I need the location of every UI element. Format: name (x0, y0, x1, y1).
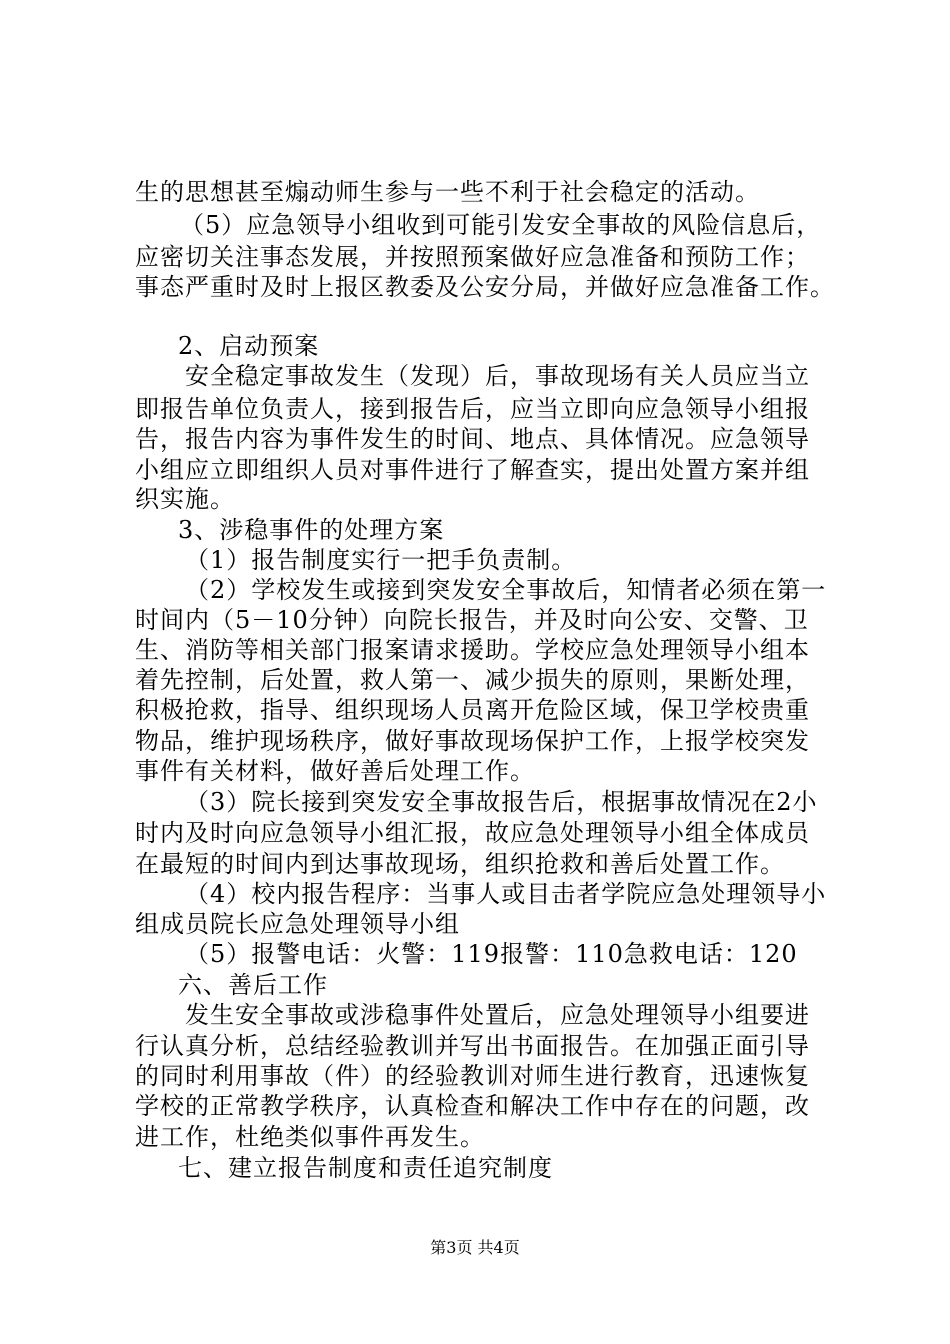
paragraph-line: 组成员院长应急处理领导小组 (135, 910, 460, 938)
paragraph-line: 行认真分析，总结经验教训并写出书面报告。在加强正面引导 (135, 1032, 810, 1060)
paragraph-line: 学校的正常教学秩序，认真检查和解决工作中存在的问题，改 (135, 1092, 810, 1120)
paragraph-line: 应密切关注事态发展，并按照预案做好应急准备和预防工作； (135, 243, 810, 271)
paragraph-line: 事件有关材料，做好善后处理工作。 (135, 757, 535, 785)
paragraph-line: 安全稳定事故发生（发现）后，事故现场有关人员应当立 (185, 362, 810, 390)
paragraph-line: 生的思想甚至煽动师生参与一些不利于社会稳定的活动。 (135, 178, 760, 206)
paragraph-line: 在最短的时间内到达事故现场，组织抢救和善后处置工作。 (135, 850, 785, 878)
paragraph-line: 织实施。 (135, 485, 235, 513)
paragraph-line: 的同时利用事故（件）的经验教训对师生进行教育，迅速恢复 (135, 1062, 810, 1090)
paragraph-line: （1）报告制度实行一把手负责制。 (185, 546, 577, 574)
paragraph-line: 时间内（5－10分钟）向院长报告，并及时向公安、交警、卫 (135, 606, 809, 634)
paragraph-line: 即报告单位负责人，接到报告后，应当立即向应急领导小组报 (135, 395, 810, 423)
page-number-footer: 第3页 共4页 (430, 1238, 520, 1257)
paragraph-line: （2）学校发生或接到突发安全事故后，知情者必须在第一 (185, 576, 827, 604)
paragraph-line: （4）校内报告程序：当事人或目击者学院应急处理领导小 (185, 880, 827, 908)
section-heading: 2、启动预案 (178, 332, 320, 360)
paragraph-line: 小组应立即组织人员对事件进行了解查实，提出处置方案并组 (135, 456, 810, 484)
paragraph-line: 物品，维护现场秩序，做好事故现场保护工作，上报学校突发 (135, 727, 810, 755)
paragraph-line: （5）应急领导小组收到可能引发安全事故的风险信息后， (180, 211, 822, 239)
paragraph-line: 进工作，杜绝类似事件再发生。 (135, 1123, 485, 1151)
paragraph-line: 告，报告内容为事件发生的时间、地点、具体情况。应急领导 (135, 425, 810, 453)
paragraph-line: 时内及时向应急领导小组汇报，故应急处理领导小组全体成员 (135, 819, 810, 847)
paragraph-line: 生、消防等相关部门报案请求援助。学校应急处理领导小组本 (135, 636, 810, 664)
paragraph-line: 事态严重时及时上报区教委及公安分局，并做好应急准备工作。 (135, 273, 835, 301)
paragraph-line: 积极抢救，指导、组织现场人员离开危险区域，保卫学校贵重 (135, 696, 810, 724)
paragraph-line: 发生安全事故或涉稳事件处置后，应急处理领导小组要进 (185, 1001, 810, 1029)
paragraph-line: 着先控制，后处置，救人第一、减少损失的原则，果断处理， (135, 666, 810, 694)
paragraph-line: （3）院长接到突发安全事故报告后，根据事故情况在2小 (185, 788, 818, 816)
section-heading: 六、善后工作 (178, 971, 328, 999)
section-heading: 3、涉稳事件的处理方案 (178, 516, 445, 544)
section-heading: 七、建立报告制度和责任追究制度 (178, 1154, 553, 1182)
paragraph-line: （5）报警电话：火警：119报警：110急救电话：120 (185, 940, 798, 968)
